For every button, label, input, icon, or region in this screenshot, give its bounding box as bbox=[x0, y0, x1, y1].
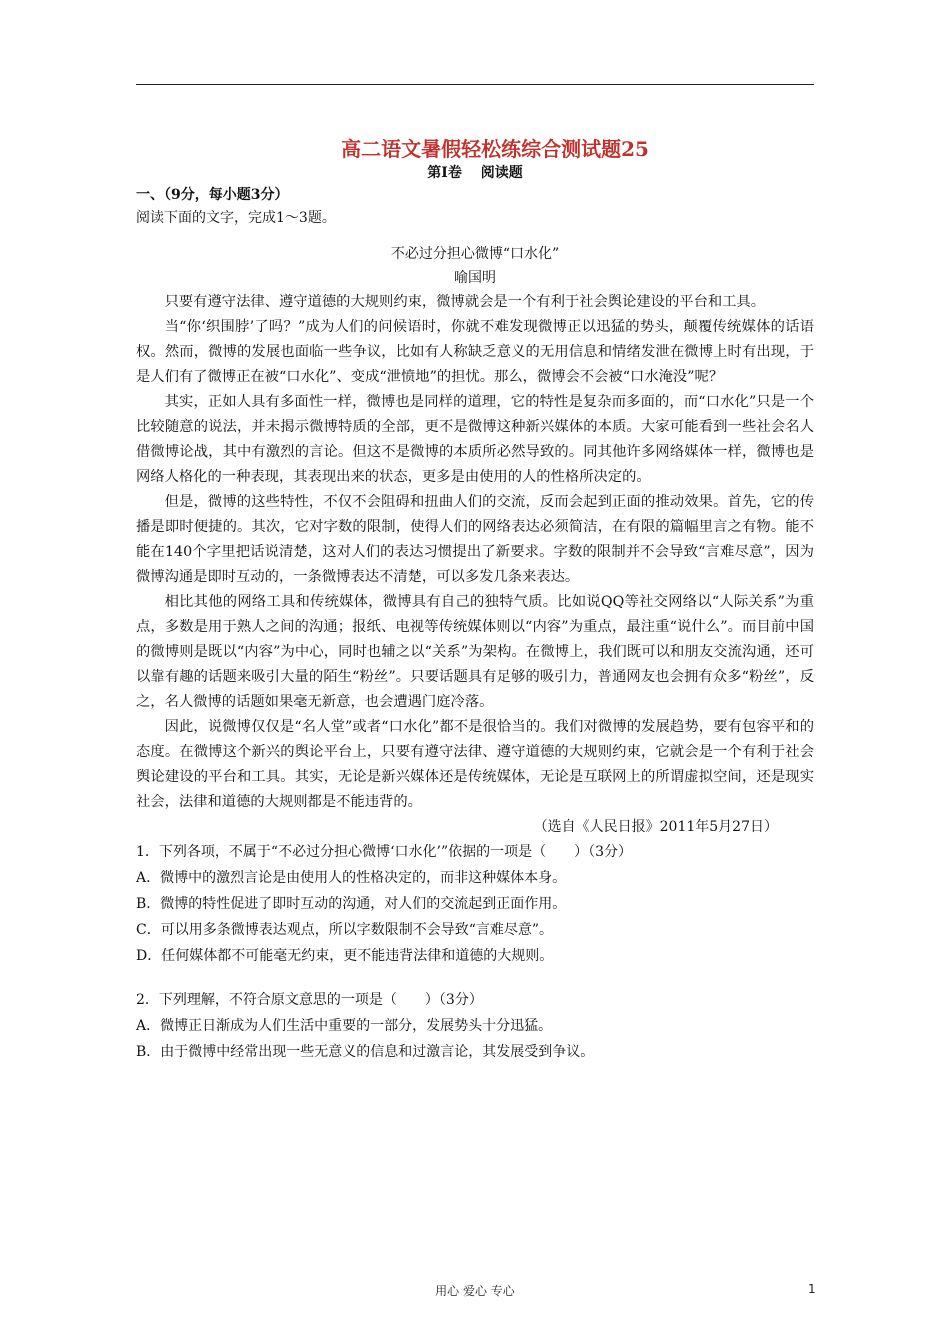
document-title: 高二语文暑假轻松练综合测试题25 bbox=[341, 137, 649, 161]
page-footer: 用心 爱心 专心 bbox=[435, 1284, 515, 1298]
article-author: 喻国明 bbox=[454, 270, 496, 286]
section-instruction: 阅读下面的文字，完成1～3题。 bbox=[136, 210, 336, 226]
article-paragraph: 相比其他的网络工具和传统媒体，微博具有自己的独特气质。比如说QQ等社交网络以“人际关系”为重点，多数是用于熟人之间的沟通；报纸、电视等传统媒体则以“内容”为重点，最注重“说什么”。而目前中国的微博则是既以“内容”为中心，同时也辅之以“关系”为架构。在微博上，我们既可以和朋友交流沟通，还可以靠有趣的话题来吸引大量的陌生“粉丝”。只要话题具有足够的吸引力，普通网友也会拥有众多“粉丝”，反之，名人微博的话题如果毫无新意，也会遭遇门庭冷落。 bbox=[136, 594, 814, 710]
page-number: 1 bbox=[808, 1282, 816, 1296]
article-source: （选自《人民日报》2011年5月27日） bbox=[533, 819, 778, 835]
header-rule bbox=[136, 84, 814, 85]
question-stem: 2．下列理解，不符合原文意思的一项是（ ）（3分） bbox=[136, 992, 483, 1008]
question-option: B．微博的特性促进了即时互动的沟通，对人们的交流起到正面作用。 bbox=[136, 896, 567, 912]
article-paragraph: 只要有遵守法律、遵守道德的大规则约束，微博就会是一个有利于社会舆论建设的平台和工具。 bbox=[164, 294, 766, 310]
article-paragraph: 因此，说微博仅仅是“名人堂”或者“口水化”都不是很恰当的。我们对微博的发展趋势，要有包容平和的态度。在微博这个新兴的舆论平台上，只要有遵守法律、遵守道德的大规则约束，它就会是一个有利于社会舆论建设的平台和工具。其实，无论是新兴媒体还是传统媒体，无论是互联网上的所谓虚拟空间，还是现实社会，法律和道德的大规则都是不能违背的。 bbox=[136, 719, 814, 810]
article-title: 不必过分担心微博“口水化” bbox=[390, 246, 560, 262]
spacer bbox=[136, 969, 814, 987]
article-paragraph: 当“你‘织围脖’了吗？”成为人们的问候语时，你就不难发现微博正以迅猛的势头，颠覆传统媒体的话语权。然而，微博的发展也面临一些争议，比如有人称缺乏意义的无用信息和情绪发泄在微博上时有出现，于是人们有了微博正在被“口水化”、变成“泄愤地”的担忧。那么，微博会不会被“口水淹没”呢？ bbox=[136, 319, 814, 385]
question-option: A．微博正日渐成为人们生活中重要的一部分，发展势头十分迅猛。 bbox=[136, 1018, 553, 1034]
question-option: D．任何媒体都不可能毫无约束，更不能违背法律和道德的大规则。 bbox=[136, 948, 554, 964]
question-1 bbox=[136, 839, 814, 969]
article-paragraph: 其实，正如人具有多面性一样，微博也是同样的道理，它的特性是复杂而多面的，而“口水化”只是一个比较随意的说法，并未揭示微博特质的全部，更不是微博这种新兴媒体的本质。大家可能看到一些社会名人借微博论战，其中有激烈的言论。但这不是微博的本质所必然导致的。同其他许多网络媒体一样，微博也是网络人格化的一种表现，其表现出来的状态，更多是由使用的人的性格所决定的。 bbox=[136, 394, 814, 485]
article-paragraph: 但是，微博的这些特性，不仅不会阻碍和扭曲人们的交流，反而会起到正面的推动效果。首先，它的传播是即时便捷的。其次，它对字数的限制，使得人们的网络表达必须简洁，在有限的篇幅里言之有物。能不能在140个字里把话说清楚，这对人们的表达习惯提出了新要求。字数的限制并不会导致“言难尽意”，因为微博沟通是即时互动的，一条微博表达不清楚，可以多发几条来表达。 bbox=[136, 494, 814, 585]
question-option: A．微博中的激烈言论是由使用人的性格决定的，而非这种媒体本身。 bbox=[136, 870, 567, 886]
question-option: C．可以用多条微博表达观点，所以字数限制不会导致“言难尽意”。 bbox=[136, 922, 554, 938]
question-option: B．由于微博中经常出现一些无意义的信息和过激言论，其发展受到争议。 bbox=[136, 1044, 595, 1060]
document-page bbox=[136, 132, 814, 1065]
question-2 bbox=[136, 987, 814, 1065]
section-heading: 一、（9分，每小题3分） bbox=[136, 187, 289, 203]
document-subtitle: 第Ⅰ卷 阅读题 bbox=[427, 165, 523, 181]
question-stem: 1．下列各项，不属于“不必过分担心微博‘口水化’”依据的一项是（ ）（3分） bbox=[136, 844, 633, 860]
